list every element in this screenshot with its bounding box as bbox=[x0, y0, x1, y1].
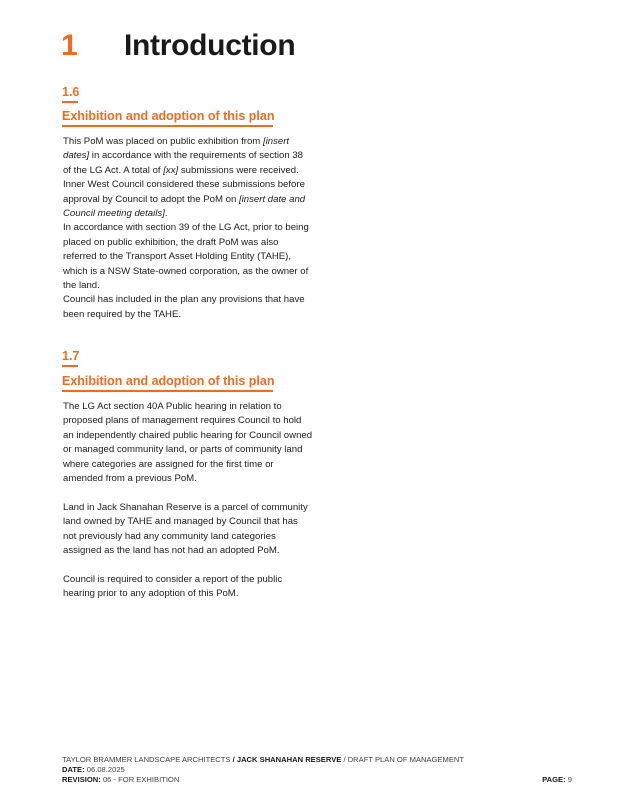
revision-label: REVISION: bbox=[62, 775, 101, 785]
firm-name: TAYLOR BRAMMER LANDSCAPE ARCHITECTS bbox=[62, 755, 231, 764]
date-value: 06.08.2025 bbox=[86, 765, 125, 775]
page-number bbox=[542, 775, 572, 785]
section-title-underline bbox=[62, 390, 273, 392]
paragraph: In accordance with section 39 of the LG Act, prior to being placed on public exhibition, the draft PoM was also referred to the Transport Asset Holding Entity (TAHE), which is a NSW State-owned corporation, as the owner of the land. bbox=[63, 222, 309, 292]
section-number: 1.7 bbox=[62, 349, 80, 363]
date-label: DATE: bbox=[62, 765, 85, 775]
section-title-underline bbox=[62, 125, 273, 127]
paragraph: The LG Act section 40A Public hearing in relation to proposed plans of management requires Council to hold an independently chaired public hearing for Council owned or managed community land, or parts of community land where categories are assigned for the first time or amended from a previous PoM. bbox=[63, 401, 313, 485]
paragraph bbox=[63, 135, 313, 221]
text-run: submissions were received. Inner West Council considered these submissions before approval by Council to adopt the PoM on bbox=[63, 164, 305, 205]
placeholder-text: [insert date and Council meeting details] bbox=[63, 193, 306, 220]
page-value: 9 bbox=[567, 775, 572, 785]
chapter-title: Introduction bbox=[124, 29, 296, 62]
separator: / bbox=[230, 755, 237, 764]
footer-date bbox=[62, 765, 572, 775]
separator: / bbox=[341, 755, 348, 764]
section-body bbox=[63, 135, 313, 322]
footer-credit bbox=[62, 755, 572, 765]
revision-value: 06 - FOR EXHIBITION bbox=[102, 775, 180, 785]
section-number-underline bbox=[62, 101, 78, 103]
chapter-number: 1 bbox=[61, 29, 78, 62]
paragraph: Council is required to consider a report of the public hearing prior to any adoption of this PoM. bbox=[63, 573, 283, 600]
paragraph: Council has included in the plan any provisions that have been required by the TAHE. bbox=[63, 294, 305, 320]
page-label: PAGE: bbox=[542, 775, 566, 785]
text-run: . bbox=[164, 208, 168, 220]
section-title: Exhibition and adoption of this plan bbox=[62, 374, 275, 388]
text-run: in accordance with the requirements of section 38 of the LG Act. A total of bbox=[63, 150, 303, 176]
document-name: DRAFT PLAN OF MANAGEMENT bbox=[347, 755, 465, 764]
project-name: JACK SHANAHAN RESERVE bbox=[236, 755, 342, 764]
placeholder-text: [xx] bbox=[163, 164, 179, 176]
page-footer bbox=[62, 755, 572, 786]
section-number-underline bbox=[62, 365, 78, 367]
footer-revision bbox=[62, 775, 572, 785]
text-run: This PoM was placed on public exhibition from bbox=[63, 136, 263, 147]
section-number: 1.6 bbox=[62, 85, 80, 99]
placeholder-text: [insert dates] bbox=[63, 136, 290, 162]
section-title: Exhibition and adoption of this plan bbox=[62, 109, 275, 123]
paragraph: Land in Jack Shanahan Reserve is a parcel of community land owned by TAHE and managed by Council that has not previously had any community land categories assigned as the land has not had an adopted PoM. bbox=[63, 501, 308, 557]
section-body bbox=[63, 400, 313, 602]
